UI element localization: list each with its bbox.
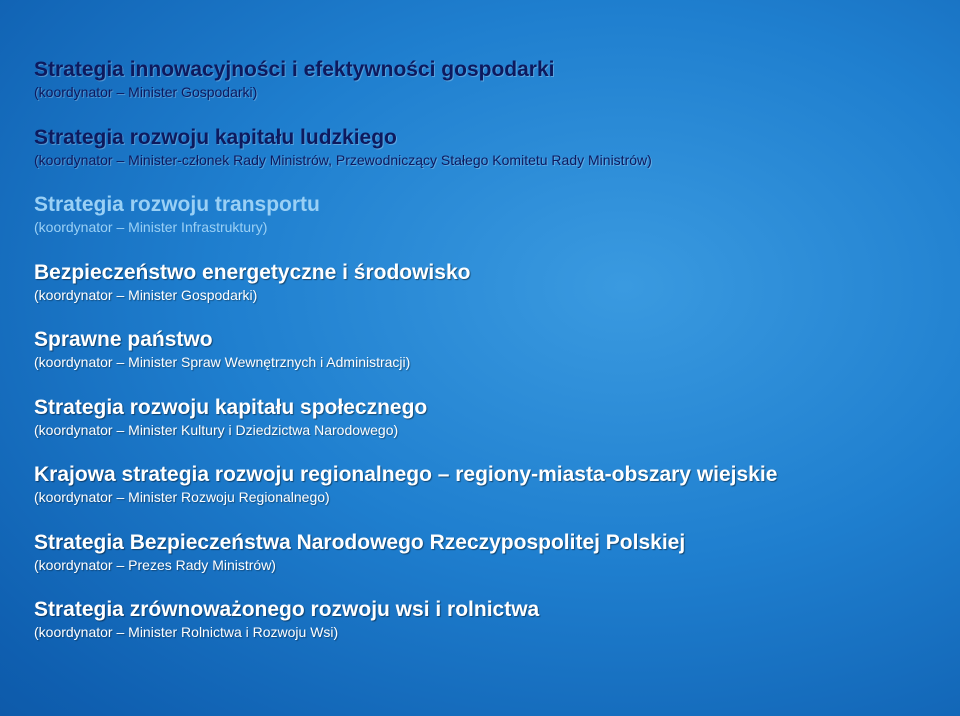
strategy-title: Strategia Bezpieczeństwa Narodowego Rzeczypospolitej Polskiej <box>34 530 686 554</box>
strategy-entry-transport <box>34 192 934 260</box>
strategy-title: Bezpieczeństwo energetyczne i środowisko <box>34 260 471 284</box>
strategy-coordinator: (koordynator – Minister Gospodarki) <box>34 286 258 303</box>
strategy-entry-innovation <box>34 57 934 125</box>
strategy-coordinator: (koordynator – Minister-członek Rady Ministrów, Przewodniczący Stałego Komitetu Rady Ministrów) <box>34 151 652 168</box>
strategy-coordinator: (koordynator – Minister Spraw Wewnętrznych i Administracji) <box>34 354 411 370</box>
strategy-entry-human-capital <box>34 125 934 193</box>
strategy-entry-energy <box>34 260 934 328</box>
strategy-title: Krajowa strategia rozwoju regionalnego – regiony-miasta-obszary wiejskie <box>34 463 778 486</box>
strategy-title: Strategia zrównoważonego rozwoju wsi i rolnictwa <box>34 598 540 621</box>
strategy-coordinator: (koordynator – Prezes Rady Ministrów) <box>34 556 276 573</box>
strategy-list <box>34 57 934 665</box>
strategy-title: Strategia rozwoju transportu <box>34 193 320 216</box>
strategy-entry-social-capital <box>34 395 934 463</box>
strategy-coordinator: (koordynator – Minister Infrastruktury) <box>34 219 268 235</box>
strategy-coordinator: (koordynator – Minister Kultury i Dziedzictwa Narodowego) <box>34 421 399 438</box>
strategy-entry-national-security <box>34 530 934 598</box>
strategy-title: Sprawne państwo <box>34 328 213 351</box>
strategy-coordinator: (koordynator – Minister Rolnictwa i Rozwoju Wsi) <box>34 624 339 640</box>
strategy-coordinator: (koordynator – Minister Gospodarki) <box>34 84 258 100</box>
strategy-entry-regional <box>34 462 934 530</box>
strategy-title: Strategia innowacyjności i efektywności gospodarki <box>34 58 555 81</box>
strategy-title: Strategia rozwoju kapitału ludzkiego <box>34 125 397 149</box>
strategy-entry-efficient-state <box>34 327 934 395</box>
strategy-coordinator: (koordynator – Minister Rozwoju Regionalnego) <box>34 489 330 505</box>
strategy-entry-rural <box>34 597 934 665</box>
strategy-title: Strategia rozwoju kapitału społecznego <box>34 395 428 419</box>
